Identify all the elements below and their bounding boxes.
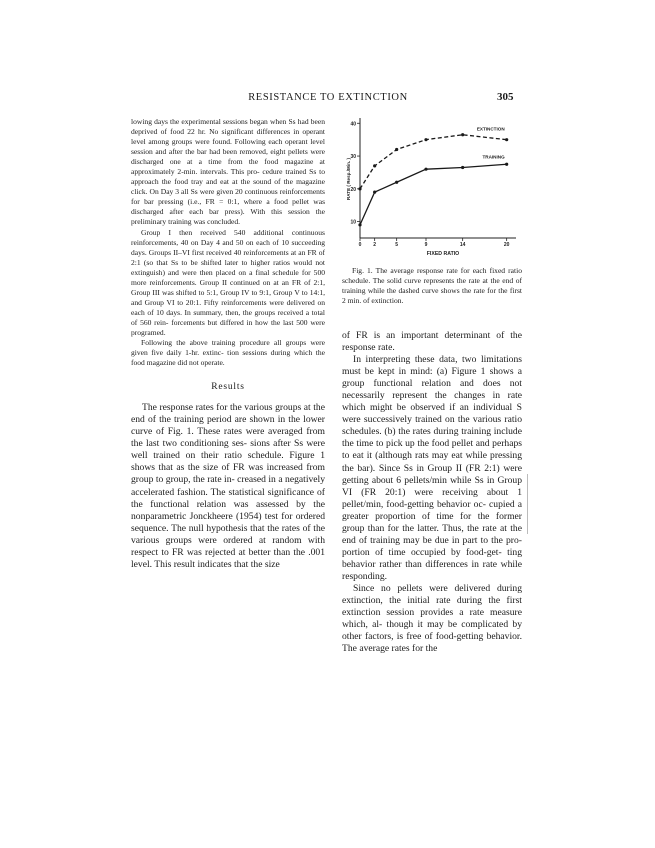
training-series-line (360, 164, 507, 225)
x-tick-label-9: 9 (424, 242, 428, 248)
running-header-title: RESISTANCE TO EXTINCTION (248, 92, 408, 103)
training-point-4 (461, 166, 464, 169)
figure-caption-label: Fig. 1. (352, 266, 373, 275)
since-paragraph: Since no pellets were delivered during extinction, the initial rate during the first extinction session provides a rate measure which, al- though it may be complicated by other factors, is free of food-getting behavior. The average rates for the (342, 582, 522, 655)
figure-caption: Fig. 1. The average response rate for each fixed ratio schedule. The solid curve represents the rate at the end of training while the dashed curve shows the rate for the first 2 min. of extinction. (342, 266, 523, 305)
continuation-paragraph: of FR is an important determinant of the response rate. (342, 330, 522, 354)
x-tick-label-5: 5 (395, 242, 399, 248)
training-point-2 (395, 181, 398, 184)
extinction-series-line (360, 135, 507, 189)
right-column (342, 330, 522, 655)
y-tick-label-20: 20 (350, 186, 356, 193)
extinction-point-0 (358, 187, 361, 190)
training-point-0 (358, 223, 361, 226)
extinction-point-2 (395, 148, 398, 151)
left-column (131, 117, 325, 571)
x-tick-label-20: 20 (503, 242, 510, 248)
training-legend-label: TRAINING (482, 154, 505, 160)
training-point-3 (424, 168, 427, 171)
x-tick-label-0: 0 (358, 242, 362, 248)
extinction-point-4 (461, 133, 464, 136)
y-tick-label-10: 10 (350, 219, 356, 226)
figure-1 (342, 112, 522, 262)
interpreting-paragraph: In interpreting these data, two limitations must be kept in mind: (a) Figure 1 shows a group functional relation and does not necessarily represent the changes in rate which might be observed if an individual S were successively trained on the various ratio schedules. (b) the rates during training include the time to pick up the food pellet and perhaps to eat it (although rats may eat while pressing the bar). Since Ss in Group II (FR 2:1) were getting about 6 pellets/min while Ss in Group VI (FR 20:1) were receiving about 1 pellet/min, food-getting behavior oc- cupied a greater proportion of time for the former group than for the latter. Thus, the rate at the end of training may be due in part to the pro- portion of time occupied by food-get- ting behavior rather than differences in rate while responding. (342, 354, 523, 582)
x-tick-label-2: 2 (373, 242, 377, 248)
extinction-point-1 (373, 164, 376, 167)
y-tick-label-30: 30 (350, 154, 356, 161)
results-paragraph: The response rates for the various groups at the end of the training period are shown in the lower curve of Fig. 1. These rates were averaged from the last two conditioning ses- sions after Ss were well trained on their ratio schedule. Figure 1 shows that as the size of FR was increased from group to group, the rate in- creased in a negatively accelerated fashion. The statistical significance of the functional relation was assessed by the nonparametric Jonckheere (1954) test for ordered sequence. The null hypothesis that the rates of the various groups were ordered at random with respect to FR was rejected at better than the .001 level. This result indicates that the size (131, 402, 326, 570)
following-paragraph: Following the above training procedure all groups were given five daily 1-hr. extinc- tion sessions during which the food magazine did not operate. (131, 338, 326, 368)
training-point-1 (373, 191, 376, 194)
extinction-point-5 (505, 138, 508, 141)
page-number: 305 (497, 91, 514, 103)
results-heading: Results (211, 382, 245, 393)
x-axis-label: FIXED RATIO (426, 251, 460, 257)
extinction-legend-label: EXTINCTION (476, 126, 505, 132)
figure-1-chart (342, 112, 522, 262)
x-tick-label-14: 14 (459, 242, 466, 248)
y-axis-label: RATE ( Resp./Min. ) (346, 157, 351, 201)
y-tick-label-40: 40 (350, 121, 356, 128)
intro-paragraph: lowing days the experimental sessions began when Ss had been deprived of food 22 hr. No significant differences in operant level among groups were found. Following each operant level session and after the bar had been removed, eight pellets were discharged one at a time from the food magazine at approximately 2-min. intervals. This pro- cedure trained Ss to approach the food tray and eat at the sound of the magazine click. On Day 3 all Ss were given 20 continuous reinforcements for bar pressing (i.e., FR = 0:1, where a food pellet was discharged after each bar press). With this session the preliminary training was concluded. (131, 117, 326, 227)
margin-mark (527, 474, 528, 534)
extinction-point-3 (424, 138, 427, 141)
group-paragraph: Group I then received 540 additional continuous reinforcements, 40 on Day 4 and 50 on each of 10 succeeding days. Groups II–VI first received 40 reinforcements at an FR of 2:1 (so that Ss to be shifted later to higher ratios would not extinguish) and were then placed on a final schedule for 500 more reinforcements. Group II continued on at an FR of 2:1, Group III was shifted to 5:1, Group IV to 9:1, Group V to 14:1, and Group VI to 20:1. Fifty reinforcements were delivered on each of 10 days. In summary, then, the groups received a total of 560 rein- forcements but differed in how the last 500 were programed. (131, 227, 326, 337)
training-point-5 (505, 163, 508, 166)
